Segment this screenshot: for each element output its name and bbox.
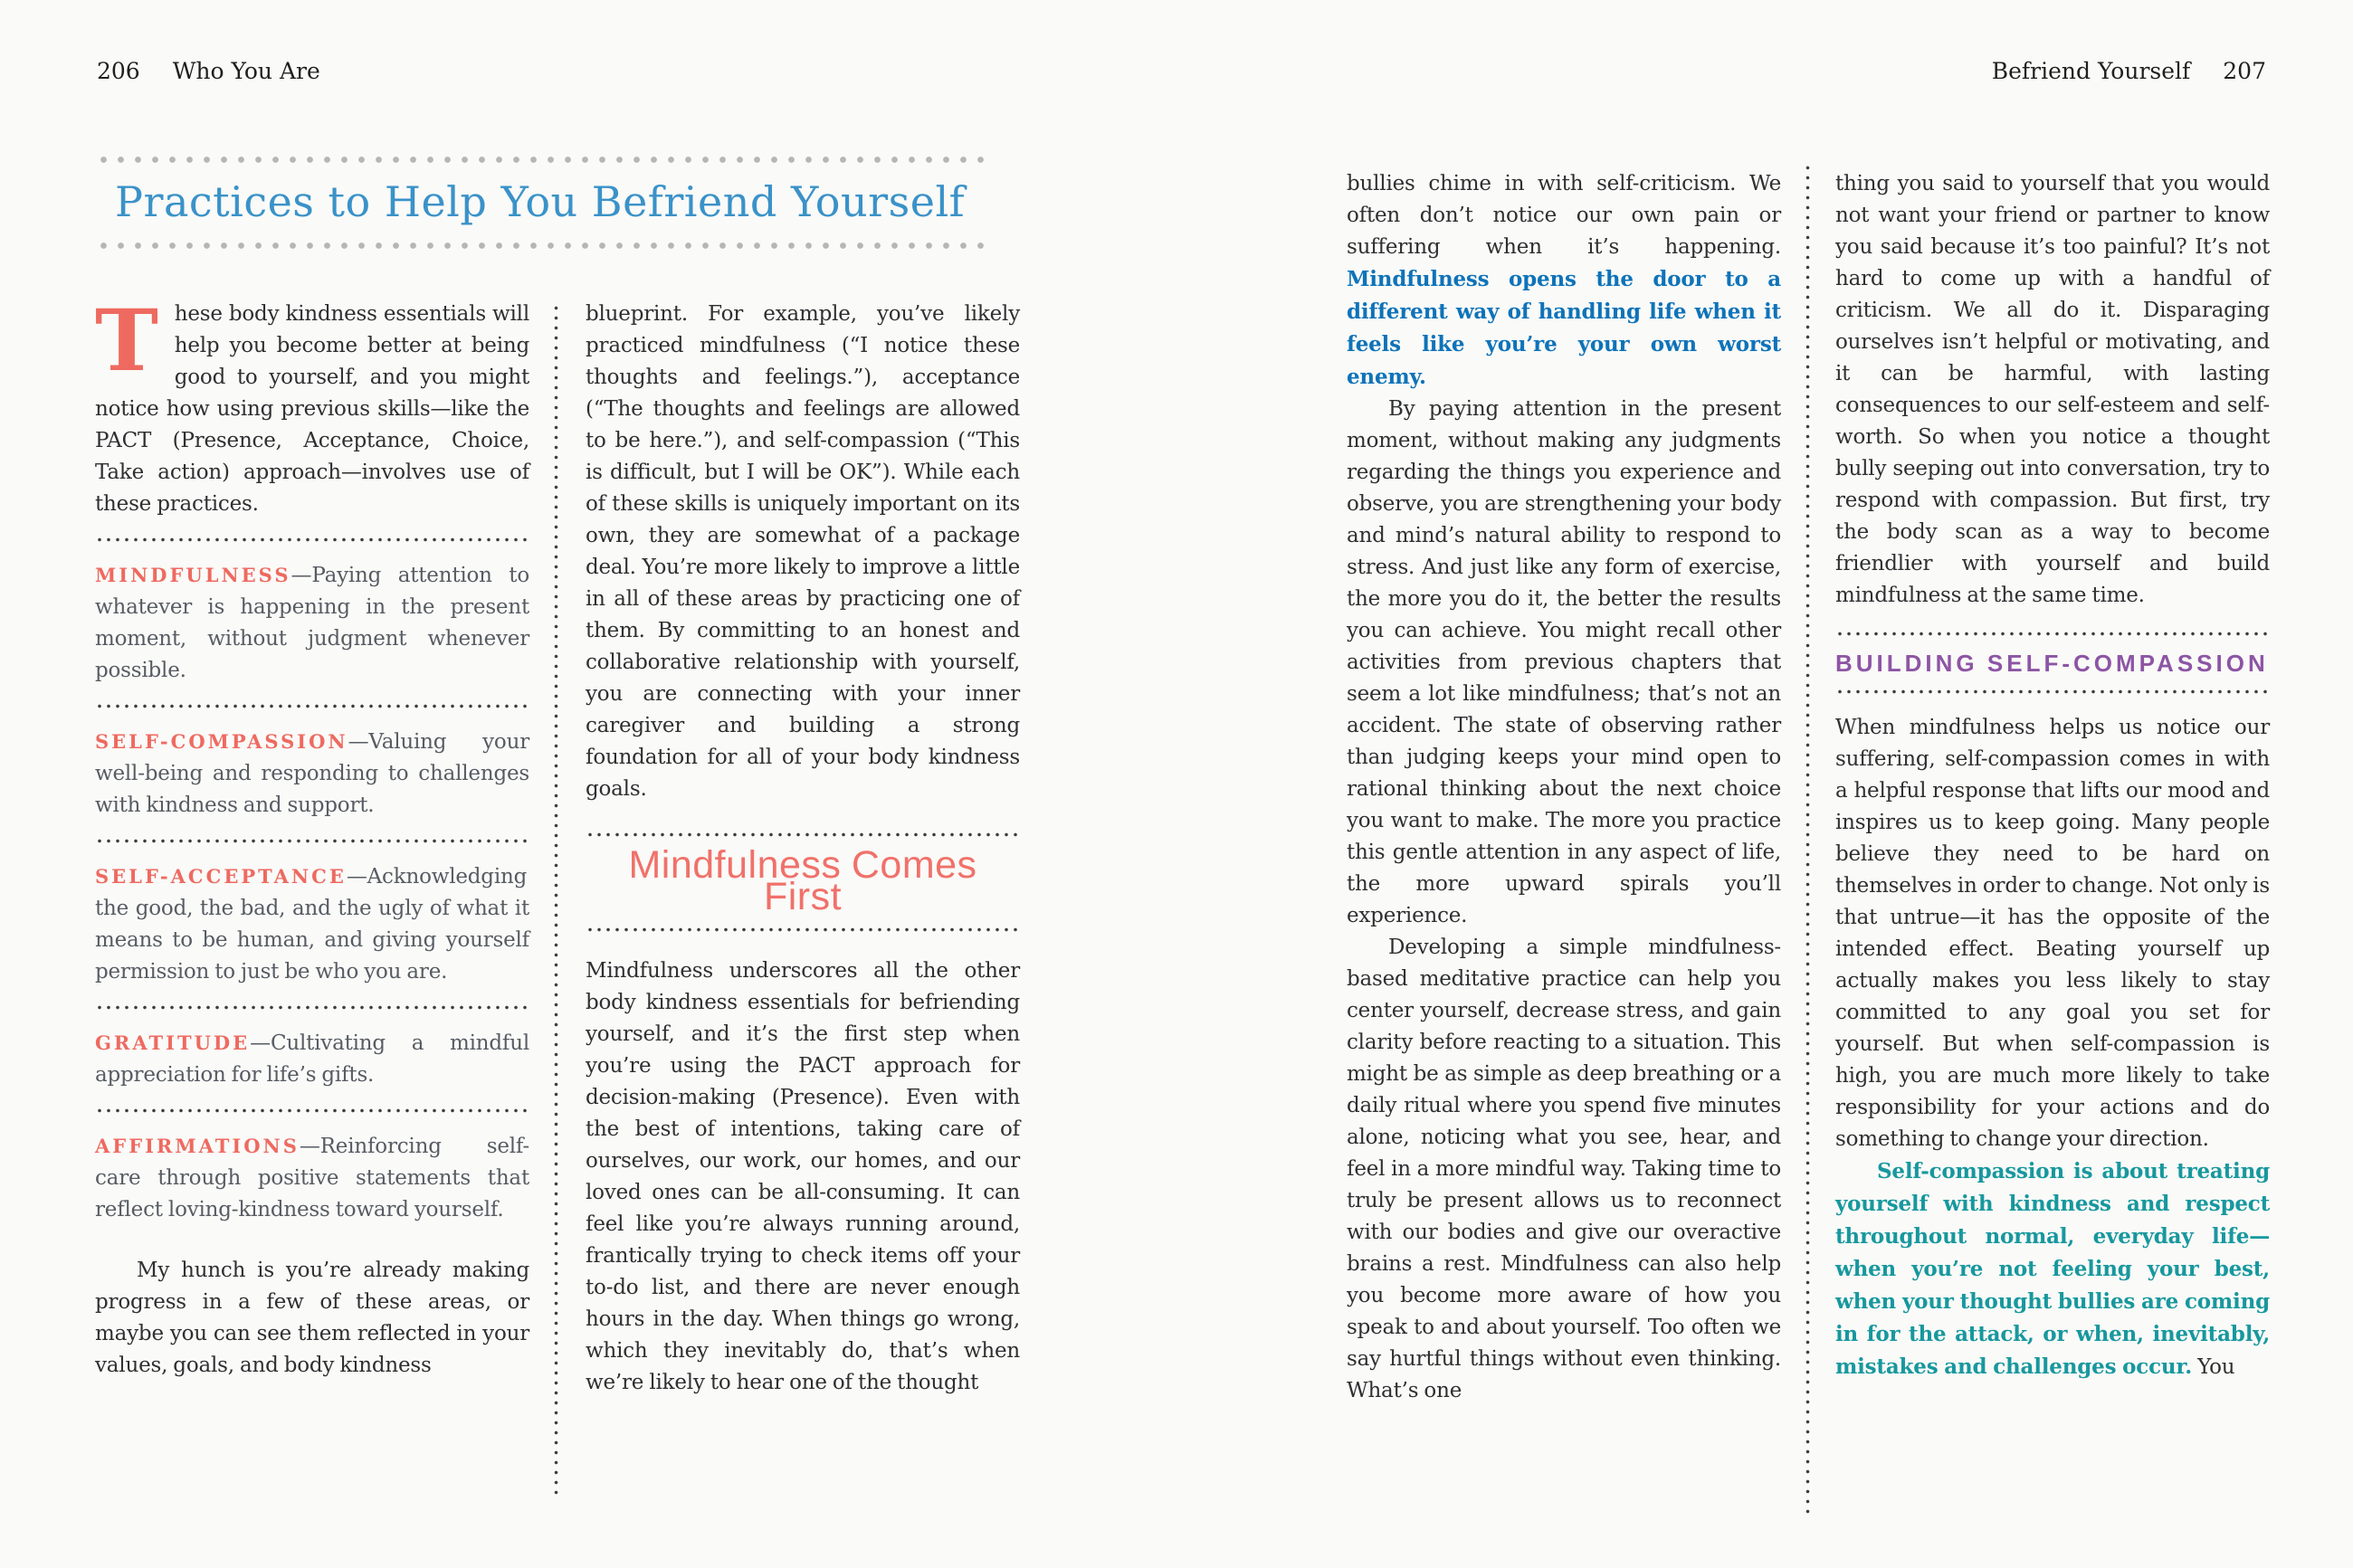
dotted-divider [95, 1005, 529, 1010]
column-divider-dotted-left [554, 303, 558, 1499]
definition-self-compassion [95, 726, 529, 822]
body-text: You [2192, 1355, 2235, 1379]
definition-text: —Acknowledging the good, the bad, and the ugly of what it means to be human, and giving yourself permission to just be who you are. [95, 865, 529, 984]
left-page-column-2 [586, 299, 1020, 1399]
body-paragraph: When mindfulness helps us notice our suffering, self-compassion comes in with a helpful response that lifts our mood and inspires us to keep going. Many people believe they need to be hard on themselves in order to change. Not only is that untrue—it has the opposite of the intended effect. Beating yourself up actually makes you less likely to stay committed to any goal you set for yourself. But when self-compassion is high, you are much more likely to take responsibility for your actions and do something to change your direction. [1835, 716, 2270, 1151]
definition-text: —Reinforcing self-care through positive statements that reflect loving-kindness toward yourself. [95, 1135, 529, 1221]
dotted-rule-bottom [95, 242, 991, 250]
dotted-divider [586, 927, 1020, 932]
dotted-divider [95, 537, 529, 542]
section-heading-mindfulness-comes-first: Mindfulness Comes First [628, 843, 977, 918]
closing-paragraph: My hunch is you’re already making progress in a few of these areas, or maybe you can see them reflected in your values, goals, and body kindness [95, 1259, 529, 1377]
body-paragraph: Developing a simple mindfulness-based meditative practice can help you center yourself, decrease stress, and gain clarity before reacting to a situation. This might be as simple as deep breathing or a daily ritual where you spend five minutes alone, noticing what you see, hear, and feel in a more mindful way. Taking time to truly be present allows us to reconnect with our bodies and give our overactive brains a rest. Mindfulness can also help you become more aware of how you speak to and about yourself. Too often we say hurtful things without even thinking. What’s one [1347, 936, 1781, 1402]
definition-term: MINDFULNESS [95, 564, 291, 586]
definition-term: GRATITUDE [95, 1031, 251, 1054]
body-paragraph [1347, 168, 1781, 394]
definition-self-acceptance [95, 860, 529, 988]
dotted-divider [95, 839, 529, 843]
right-page-column-2 [1835, 168, 2270, 1383]
blue-emphasis-text: Mindfulness opens the door to a different way of handling life when it feels like you’re your own worst enemy. [1347, 267, 1781, 389]
definition-term: SELF-ACCEPTANCE [95, 865, 347, 888]
definition-term: SELF-COMPASSION [95, 730, 348, 753]
body-paragraph: Mindfulness underscores all the other body kindness essentials for befriending yourself, and it’s the first step when you’re using the PACT approach for decision-making (Presence). Even with the best of intentions, taking care of ourselves, our work, our homes, and our loved ones can be all-consuming. It can feel like you’re always running around, frantically trying to check items off your to-do list, and there are never enough hours in the day. When things go wrong, which they inevitably do, that’s when we’re likely to hear one of the thought [586, 959, 1020, 1394]
chapter-title-block [95, 156, 991, 250]
body-paragraph: By paying attention in the present moment, without making any judgments regarding the things you experience and observe, you are strengthening your body and mind’s natural ability to respond to stress. And just like any form of exercise, the more you do it, the better the results you can achieve. You might recall other activities from previous chapters that seem a lot like mindfulness; that’s not an accident. The state of observing rather than judging keeps your mind open to rational thinking about the next choice you want to make. The more you practice this gentle attention in any aspect of life, the more upward spirals you’ll experience. [1347, 397, 1781, 927]
body-paragraph: blueprint. For example, you’ve likely practiced mindfulness (“I notice these thoughts and feelings.”), acceptance (“The thoughts and feelings are allowed to be here.”), and self-compassion (“This is difficult, but I will be OK”). While each of these skills is uniquely important on its own, they are somewhat of a package deal. You’re more likely to improve a little in all of these areas by practicing one of them. By committing to an honest and collaborative relationship with yourself, you are connecting with your inner caregiver and building a strong foundation for all of your body kindness goals. [586, 302, 1020, 801]
running-header-left [97, 58, 320, 84]
definition-text: —Paying attention to whatever is happening in the present moment, without judgment whenever possible. [95, 564, 529, 682]
column-divider-dotted-right [1805, 163, 1810, 1516]
definition-term: AFFIRMATIONS [95, 1135, 300, 1157]
definition-affirmations [95, 1130, 529, 1226]
teal-emphasis-text: Self-compassion is about treating yourself with kindness and respect throughout normal, everyday life—when you’re not feeling your best, when your thought bullies are coming in for the attack, or when, inevitably, mistakes and challenges occur. [1835, 1159, 2270, 1379]
dotted-divider [95, 1108, 529, 1113]
dotted-rule-top [95, 156, 991, 164]
body-paragraph [1835, 1155, 2270, 1383]
section-heading-block [586, 832, 1020, 932]
page-number-left: 206 [97, 58, 140, 84]
left-page-column-1 [95, 291, 529, 1382]
page-number-right: 207 [2223, 58, 2266, 84]
section-heading-building-self-compassion: BUILDING SELF-COMPASSION [1835, 650, 2269, 677]
definition-gratitude [95, 1027, 529, 1091]
section-heading-block [1835, 632, 2270, 694]
drop-cap: T [95, 291, 158, 391]
chapter-title: Practices to Help You Befriend Yourself [115, 177, 966, 226]
intro-paragraph [95, 291, 529, 520]
definition-text: —Cultivating a mindful appreciation for life’s gifts. [95, 1031, 529, 1087]
dotted-divider [95, 704, 529, 708]
dotted-divider [1835, 689, 2270, 694]
definition-text: —Valuing your well-being and responding to challenges with kindness and support. [95, 730, 529, 817]
intro-text: hese body kindness essentials will help you become better at being good to yourself, and you might notice how using previous skills—like the PACT (Presence, Acceptance, Choice, Take action) approach—involves use of these practices. [95, 302, 529, 516]
running-header-right [1992, 58, 2266, 84]
body-text: bullies chime in with self-criticism. We often don’t notice our own pain or suffering when it’s happening. [1347, 172, 1781, 259]
right-page-column-1 [1347, 168, 1781, 1407]
section-title-right: Befriend Yourself [1991, 58, 2191, 84]
definition-mindfulness [95, 559, 529, 687]
section-title-left: Who You Are [172, 58, 320, 84]
body-paragraph: thing you said to yourself that you would not want your friend or partner to know you said because it’s too painful? It’s not hard to come up with a handful of criticism. We all do it. Disparaging ourselves isn’t helpful or motivating, and it can be harmful, with lasting consequences to our self-esteem and self-worth. So when you notice a thought bully seeping out into conversation, try to respond with compassion. But first, try the body scan as a way to become friendlier with yourself and build mindfulness at the same time. [1835, 172, 2270, 607]
